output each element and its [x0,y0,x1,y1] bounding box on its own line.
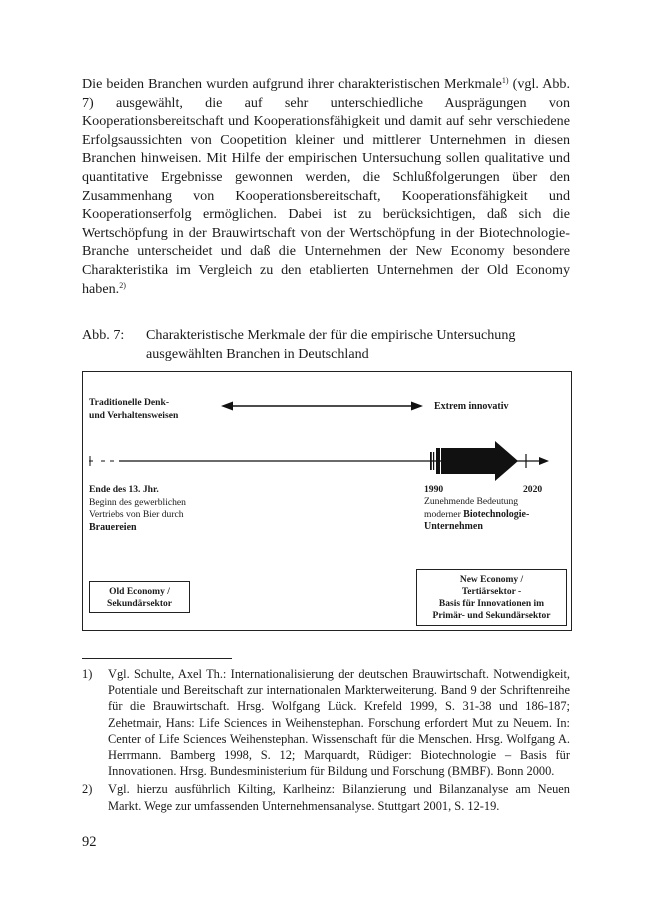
footnotes [82,666,570,816]
footnote-ref-2[interactable]: 2) [119,280,126,290]
left-timeline-text: Ende des 13. Jhr. Beginn des gewerblichen Vertriebs von Bier durch Brauereien [89,484,186,533]
body-paragraph [82,75,570,298]
footnote-2: 2) Vgl. hierzu ausführlich Kilting, Karlheinz: Bilanzierung und Bilanzanalyse am Neuen Markt. Wege zur umfassenden Unternehmensanalyse. Stuttgart 2001, S. 12-19. [82,782,570,813]
caption-text: Charakteristische Merkmale der für die empirische Untersuchung ausgewählten Branchen in Deutschland [146,327,516,362]
bold-arrow [430,441,526,481]
top-right-label: Extrem innovativ [434,401,509,412]
year-start: 1990 [424,484,444,495]
top-left-label: Traditionelle Denk- und Verhaltensweisen [89,397,179,421]
footnote-ref-1[interactable]: 1) [501,76,509,85]
page-number: 92 [82,834,97,850]
footnote-separator [82,658,232,659]
new-economy-box: New Economy / Tertiärsektor - Basis für Innovationen im Primär- und Sekundärsektor [416,569,567,626]
right-timeline-text: Zunehmende Bedeutung moderner Biotechnologie- Unternehmen [424,496,530,532]
double-arrow-top [221,402,423,411]
old-economy-box: Old Economy / Sekundärsektor [89,581,190,613]
footnote-1: 1) Vgl. Schulte, Axel Th.: Internationalisierung der deutschen Brauwirtschaft. Notwendigkeit, Potentiale und Bereitschaft zur internationalen Markterweiterung. Band 9 der Schriftenreihe für die Brauwirtschaft. Hrsg. Wolfgang Lück. Krefeld 1999, S. 31-38 und 186-187; Zehetmair, Hans: Life Sciences in Weihenstephan. Forschung erfordert Mut zu Neuem. In: Center of Life Sciences Weihenstephan. Wissenschaft für die Menschen. Hrsg. Wolfgang A. Herrmann. Bamberg 1998, S. 12; Marquardt, Rüdiger: Biotechnologie – Basis für Innovationen. Hrsg. Bundesministerium für Bildung und Forschung (BMBF). Bonn 2000. [82,667,570,779]
body-text-start: Die beiden Branchen wurden aufgrund ihrer charakteristischen Merkmale [82,76,502,92]
year-end: 2020 [523,484,543,495]
body-text-main: (vgl. Abb. 7) ausgewählt, die auf sehr unterschiedliche Ausprägungen von Kooperationsbereitschaft und Kooperationsfähigkeit und damit auf sehr verschiedene Erfolgsaussichten von Coopetition kleiner und mittlerer Unternehmen in diesen Branchen hinweisen. Mit Hilfe der empirischen Untersuchung sollen qualitative und quantitative Ergebnisse gewonnen werden, die Schlußfolgerungen über den Zusammenhang von Kooperationsbereitschaft, Kooperationsfähigkeit und Kooperationserfolg ermöglichen. Dabei ist zu berücksichtigen, daß sich die Wertschöpfung in der Brauwirtschaft von der Wertschöpfung in der Biotechnologie-Branche unterscheidet und daß die Unternehmen der New Economy besondere Charakteristika im Vergleich zu den etablierten Unternehmen der Old Economy haben. [82,76,570,297]
figure-diagram [82,371,572,631]
caption-label: Abb. 7: [82,327,125,343]
figure-caption [82,326,572,363]
